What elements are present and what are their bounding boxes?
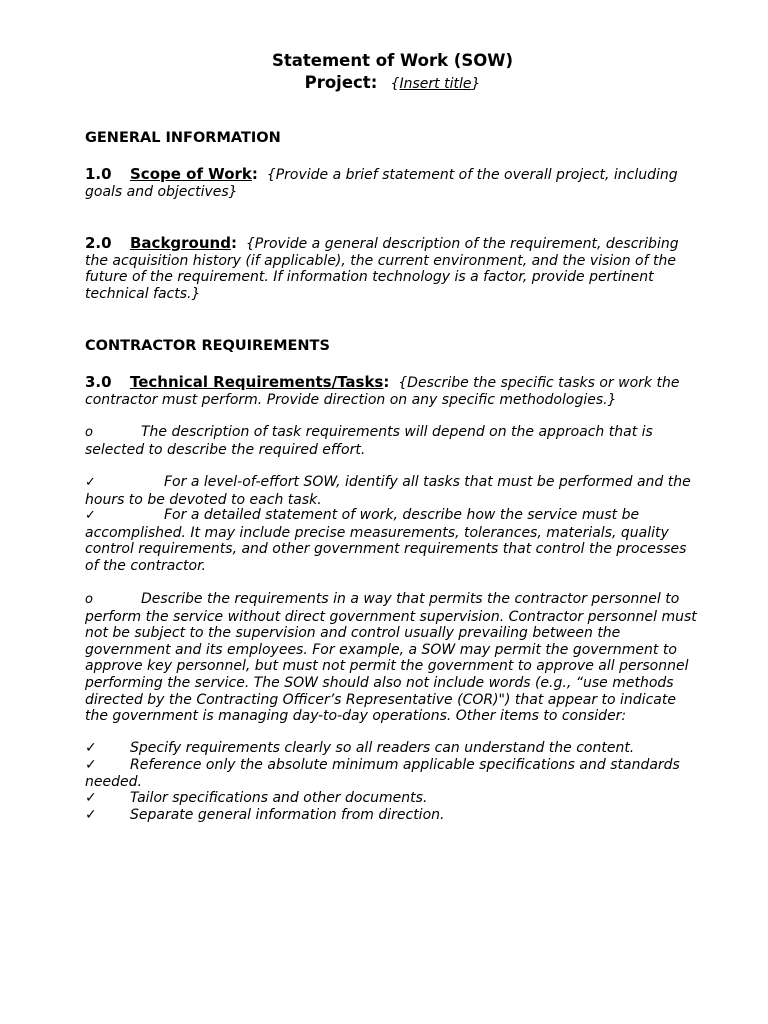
check-item xyxy=(85,507,700,574)
technical-requirements-paragraph: 3.0 Technical Requirements/Tasks: {Describe the specific tasks or work the contractor must perform. Provide direction on any specific methodologies.} xyxy=(85,373,680,408)
checkmark-icon: ✓ xyxy=(85,790,97,806)
contractor-requirements-heading: CONTRACTOR REQUIREMENTS xyxy=(85,338,330,354)
bullet-text: The description of task requirements will depend on the approach that is selected to describe the required effort. xyxy=(85,424,653,458)
checkmark-icon: ✓ xyxy=(85,508,96,523)
document-page xyxy=(85,0,700,1024)
check-item xyxy=(85,790,700,807)
background-paragraph: 2.0 Background: {Provide a general description of the requirement, describing the acquisition history (if applicable), the current environment, and the vision of the future of the requirement. If information technology is a factor, provide pertinent technical facts.} xyxy=(85,234,679,302)
section-number: 1.0 xyxy=(85,165,112,183)
section-label: Background xyxy=(130,234,231,252)
check-item xyxy=(85,757,700,790)
section-label: Scope of Work xyxy=(130,165,252,183)
section-number: 3.0 xyxy=(85,373,112,391)
check-item xyxy=(85,807,700,824)
bullet-marker: o xyxy=(85,425,93,440)
section-description: {Describe the specific tasks or work the contractor must perform. Provide direction on any specific methodologies.} xyxy=(85,375,680,408)
general-information-heading: GENERAL INFORMATION xyxy=(85,130,281,146)
bullet-marker: o xyxy=(85,592,93,607)
title-block xyxy=(85,50,700,95)
project-title-placeholder: {Insert title} xyxy=(390,76,481,92)
section-label: Technical Requirements/Tasks xyxy=(130,373,384,391)
section-description: {Provide a brief statement of the overall project, including goals and objectives} xyxy=(85,167,678,200)
document-title: Statement of Work (SOW) xyxy=(272,51,513,70)
check-item xyxy=(85,474,700,508)
section-number: 2.0 xyxy=(85,234,112,252)
bullet-item xyxy=(85,591,700,725)
check-text: Tailor specifications and other documents. xyxy=(130,790,428,806)
check-text: Separate general information from direction. xyxy=(130,807,445,823)
checkmark-icon: ✓ xyxy=(85,757,97,773)
bullet-text: Describe the requirements in a way that permits the contractor personnel to perform the service without direct government supervision. Contractor personnel must not be subject to the supervision and control usually prevailing between the government and its employees. For example, a SOW may permit the government to approve key personnel, but must not permit the government to approve all personnel performing the service. The SOW should also not include words (e.g., “use methods directed by the Contracting Officer’s Representative (COR)") that appear to indicate the government is managing day-to-day operations. Other items to consider: xyxy=(85,591,697,725)
checkmark-icon: ✓ xyxy=(85,475,96,490)
check-text: Reference only the absolute minimum applicable specifications and standards needed. xyxy=(85,757,680,790)
check-item xyxy=(85,740,700,757)
section-description: {Provide a general description of the requirement, describing the acquisition history (if applicable), the current environment, and the vision of the future of the requirement. If information technology is a factor, provide pertinent technical facts.} xyxy=(85,236,679,302)
checkmark-icon: ✓ xyxy=(85,740,97,756)
checkmark-icon: ✓ xyxy=(85,807,97,823)
check-text: For a level-of-effort SOW, identify all tasks that must be performed and the hours to be devoted to each task. xyxy=(85,474,691,508)
scope-of-work-paragraph: 1.0 Scope of Work: {Provide a brief statement of the overall project, including goals and objectives} xyxy=(85,165,678,200)
check-text: For a detailed statement of work, describe how the service must be accomplished. It may include precise measurements, tolerances, materials, quality control requirements, and other government requirements that control the processes of the contractor. xyxy=(85,507,687,574)
check-text: Specify requirements clearly so all readers can understand the content. xyxy=(130,740,635,756)
project-line xyxy=(85,72,700,95)
project-label: Project: xyxy=(304,73,378,92)
bullet-item xyxy=(85,424,700,458)
